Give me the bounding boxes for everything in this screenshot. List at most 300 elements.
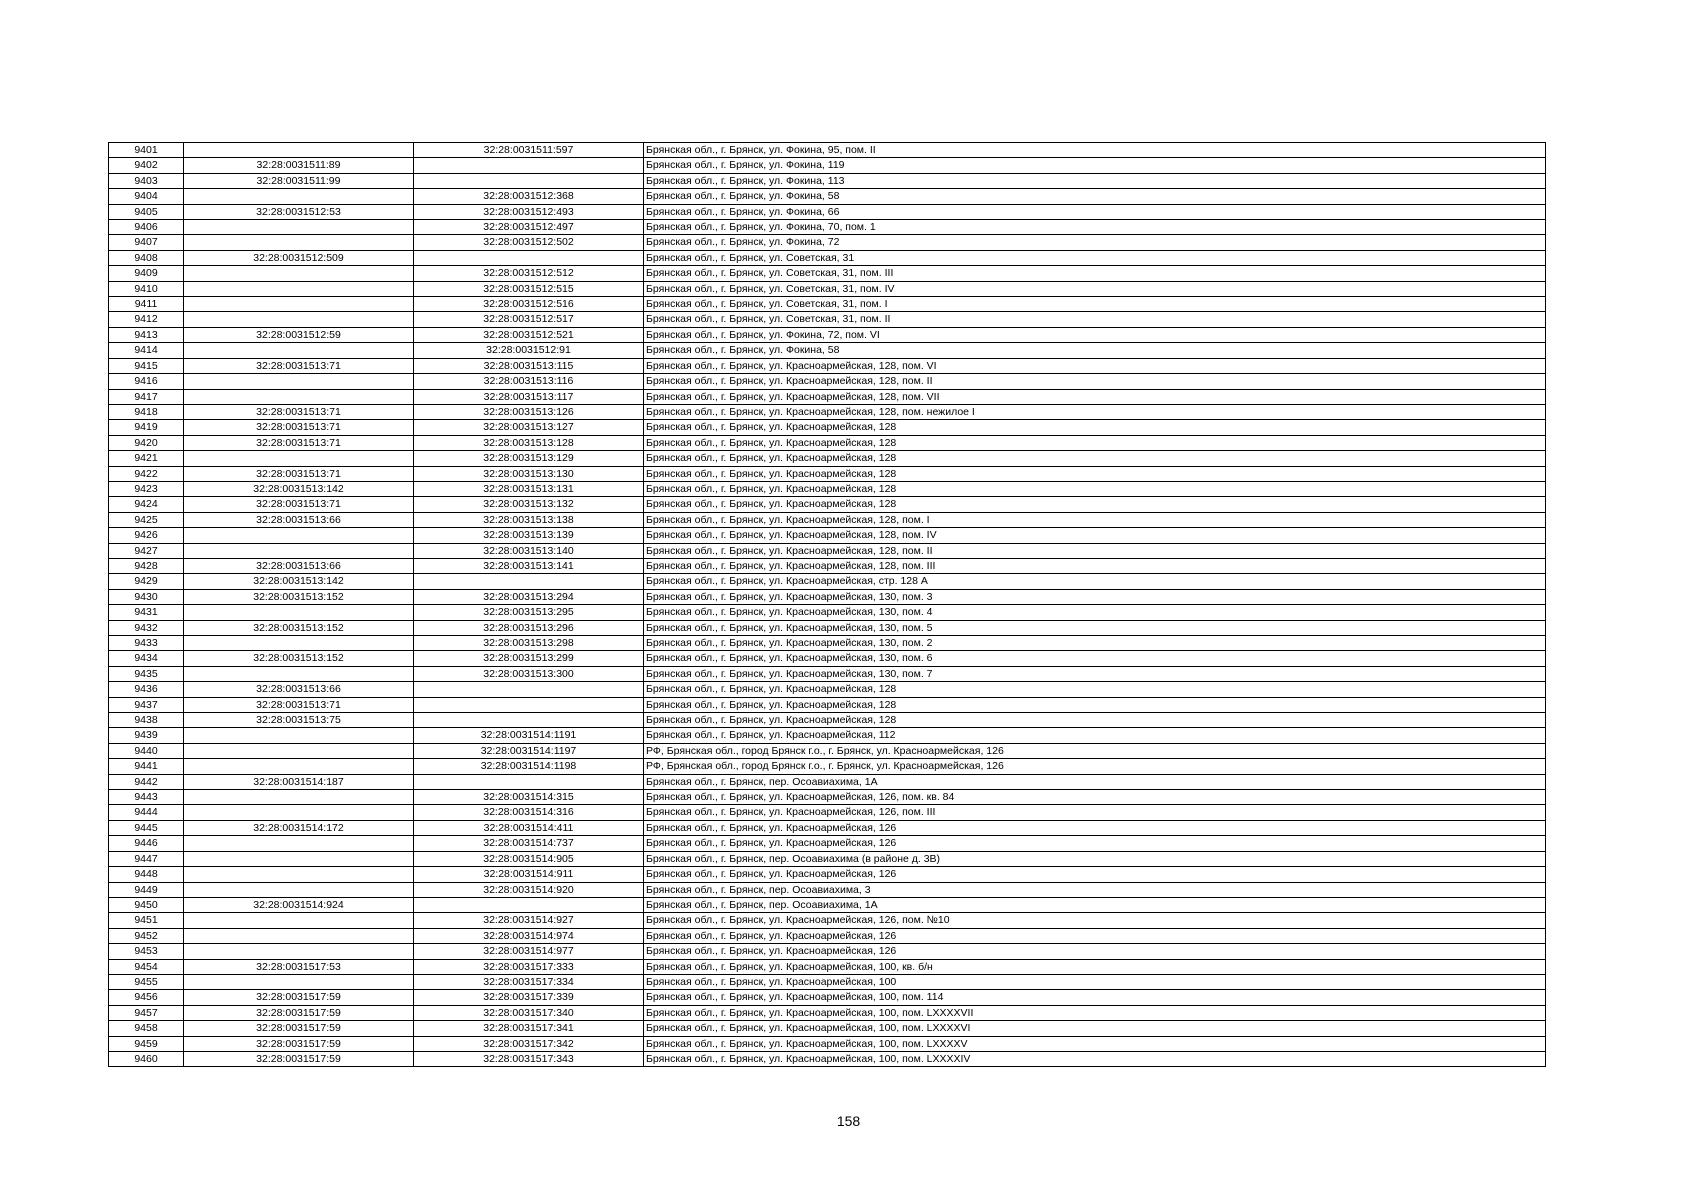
row-number-cell: 9428 bbox=[109, 558, 184, 573]
row-number-cell: 9416 bbox=[109, 374, 184, 389]
object-cadastral-number-cell: 32:28:0031517:333 bbox=[414, 959, 644, 974]
address-cell: Брянская обл., г. Брянск, ул. Красноармейская, 128, пом. II bbox=[644, 543, 1546, 558]
row-number-cell: 9405 bbox=[109, 204, 184, 219]
table-row bbox=[109, 1036, 1546, 1051]
object-cadastral-number-cell: 32:28:0031512:493 bbox=[414, 204, 644, 219]
object-cadastral-number-cell: 32:28:0031513:294 bbox=[414, 589, 644, 604]
table-row bbox=[109, 682, 1546, 697]
land-cadastral-number-cell: 32:28:0031517:59 bbox=[184, 990, 414, 1005]
table-row bbox=[109, 944, 1546, 959]
land-cadastral-number-cell: 32:28:0031513:152 bbox=[184, 589, 414, 604]
object-cadastral-number-cell: 32:28:0031512:512 bbox=[414, 266, 644, 281]
address-cell: Брянская обл., г. Брянск, ул. Красноармейская, 128, пом. III bbox=[644, 558, 1546, 573]
object-cadastral-number-cell: 32:28:0031514:905 bbox=[414, 851, 644, 866]
address-cell: Брянская обл., г. Брянск, ул. Красноармейская, 128 bbox=[644, 481, 1546, 496]
row-number-cell: 9410 bbox=[109, 281, 184, 296]
object-cadastral-number-cell: 32:28:0031514:1191 bbox=[414, 728, 644, 743]
row-number-cell: 9455 bbox=[109, 974, 184, 989]
row-number-cell: 9408 bbox=[109, 250, 184, 265]
address-cell: Брянская обл., г. Брянск, ул. Красноармейская, 100, пом. LXXXXVI bbox=[644, 1021, 1546, 1036]
object-cadastral-number-cell bbox=[414, 574, 644, 589]
land-cadastral-number-cell bbox=[184, 266, 414, 281]
address-cell: Брянская обл., г. Брянск, пер. Осоавиахима, 1А bbox=[644, 774, 1546, 789]
row-number-cell: 9419 bbox=[109, 420, 184, 435]
object-cadastral-number-cell: 32:28:0031511:597 bbox=[414, 143, 644, 158]
land-cadastral-number-cell: 32:28:0031517:59 bbox=[184, 1021, 414, 1036]
address-cell: Брянская обл., г. Брянск, ул. Красноармейская, 128, пом. II bbox=[644, 374, 1546, 389]
object-cadastral-number-cell bbox=[414, 173, 644, 188]
table-row bbox=[109, 543, 1546, 558]
land-cadastral-number-cell bbox=[184, 974, 414, 989]
object-cadastral-number-cell: 32:28:0031513:299 bbox=[414, 651, 644, 666]
land-cadastral-number-cell: 32:28:0031514:187 bbox=[184, 774, 414, 789]
address-cell: Брянская обл., г. Брянск, ул. Красноармейская, 128 bbox=[644, 682, 1546, 697]
land-cadastral-number-cell bbox=[184, 851, 414, 866]
row-number-cell: 9431 bbox=[109, 605, 184, 620]
land-cadastral-number-cell: 32:28:0031512:59 bbox=[184, 327, 414, 342]
row-number-cell: 9458 bbox=[109, 1021, 184, 1036]
table-row bbox=[109, 158, 1546, 173]
table-row bbox=[109, 928, 1546, 943]
table-row bbox=[109, 358, 1546, 373]
row-number-cell: 9429 bbox=[109, 574, 184, 589]
row-number-cell: 9420 bbox=[109, 435, 184, 450]
row-number-cell: 9407 bbox=[109, 235, 184, 250]
object-cadastral-number-cell: 32:28:0031514:1197 bbox=[414, 743, 644, 758]
row-number-cell: 9453 bbox=[109, 944, 184, 959]
table-row bbox=[109, 327, 1546, 342]
table-row bbox=[109, 297, 1546, 312]
table-row bbox=[109, 1051, 1546, 1066]
address-cell: Брянская обл., г. Брянск, ул. Фокина, 58 bbox=[644, 189, 1546, 204]
address-cell: Брянская обл., г. Брянск, ул. Фокина, 72, пом. VI bbox=[644, 327, 1546, 342]
row-number-cell: 9443 bbox=[109, 790, 184, 805]
row-number-cell: 9409 bbox=[109, 266, 184, 281]
object-cadastral-number-cell: 32:28:0031513:295 bbox=[414, 605, 644, 620]
land-cadastral-number-cell: 32:28:0031513:71 bbox=[184, 435, 414, 450]
address-cell: Брянская обл., г. Брянск, ул. Советская, 31, пом. IV bbox=[644, 281, 1546, 296]
address-cell: Брянская обл., г. Брянск, ул. Красноармейская, 128 bbox=[644, 420, 1546, 435]
address-cell: Брянская обл., г. Брянск, пер. Осоавиахима, 3 bbox=[644, 882, 1546, 897]
object-cadastral-number-cell: 32:28:0031514:315 bbox=[414, 790, 644, 805]
object-cadastral-number-cell: 32:28:0031513:128 bbox=[414, 435, 644, 450]
table-row bbox=[109, 728, 1546, 743]
address-cell: Брянская обл., г. Брянск, ул. Красноармейская, 100, пом. 114 bbox=[644, 990, 1546, 1005]
address-cell: Брянская обл., г. Брянск, ул. Красноармейская, 100, кв. б/н bbox=[644, 959, 1546, 974]
table-row bbox=[109, 836, 1546, 851]
land-cadastral-number-cell: 32:28:0031513:142 bbox=[184, 481, 414, 496]
land-cadastral-number-cell: 32:28:0031512:509 bbox=[184, 250, 414, 265]
land-cadastral-number-cell bbox=[184, 790, 414, 805]
row-number-cell: 9456 bbox=[109, 990, 184, 1005]
table-row bbox=[109, 651, 1546, 666]
land-cadastral-number-cell bbox=[184, 389, 414, 404]
table-row bbox=[109, 1021, 1546, 1036]
address-cell: Брянская обл., г. Брянск, ул. Красноармейская, 128, пом. VII bbox=[644, 389, 1546, 404]
address-cell: Брянская обл., г. Брянск, ул. Фокина, 66 bbox=[644, 204, 1546, 219]
land-cadastral-number-cell: 32:28:0031513:75 bbox=[184, 713, 414, 728]
table-row bbox=[109, 266, 1546, 281]
row-number-cell: 9446 bbox=[109, 836, 184, 851]
object-cadastral-number-cell: 32:28:0031514:1198 bbox=[414, 759, 644, 774]
row-number-cell: 9450 bbox=[109, 897, 184, 912]
address-cell: Брянская обл., г. Брянск, ул. Фокина, 72 bbox=[644, 235, 1546, 250]
address-cell: РФ, Брянская обл., город Брянск г.о., г. Брянск, ул. Красноармейская, 126 bbox=[644, 759, 1546, 774]
table-row bbox=[109, 820, 1546, 835]
row-number-cell: 9427 bbox=[109, 543, 184, 558]
object-cadastral-number-cell: 32:28:0031517:341 bbox=[414, 1021, 644, 1036]
land-cadastral-number-cell: 32:28:0031513:71 bbox=[184, 697, 414, 712]
land-cadastral-number-cell: 32:28:0031514:172 bbox=[184, 820, 414, 835]
table-row bbox=[109, 605, 1546, 620]
address-cell: Брянская обл., г. Брянск, ул. Красноармейская, 130, пом. 2 bbox=[644, 636, 1546, 651]
address-cell: Брянская обл., г. Брянск, ул. Фокина, 119 bbox=[644, 158, 1546, 173]
address-cell: Брянская обл., г. Брянск, ул. Советская, 31 bbox=[644, 250, 1546, 265]
row-number-cell: 9434 bbox=[109, 651, 184, 666]
land-cadastral-number-cell bbox=[184, 235, 414, 250]
row-number-cell: 9415 bbox=[109, 358, 184, 373]
row-number-cell: 9404 bbox=[109, 189, 184, 204]
object-cadastral-number-cell: 32:28:0031512:502 bbox=[414, 235, 644, 250]
row-number-cell: 9460 bbox=[109, 1051, 184, 1066]
object-cadastral-number-cell: 32:28:0031514:974 bbox=[414, 928, 644, 943]
land-cadastral-number-cell bbox=[184, 312, 414, 327]
address-cell: Брянская обл., г. Брянск, ул. Фокина, 95, пом. II bbox=[644, 143, 1546, 158]
row-number-cell: 9426 bbox=[109, 528, 184, 543]
land-cadastral-number-cell bbox=[184, 343, 414, 358]
table-row bbox=[109, 574, 1546, 589]
land-cadastral-number-cell: 32:28:0031517:59 bbox=[184, 1036, 414, 1051]
land-cadastral-number-cell bbox=[184, 281, 414, 296]
row-number-cell: 9445 bbox=[109, 820, 184, 835]
object-cadastral-number-cell: 32:28:0031514:927 bbox=[414, 913, 644, 928]
object-cadastral-number-cell: 32:28:0031512:517 bbox=[414, 312, 644, 327]
address-cell: Брянская обл., г. Брянск, ул. Красноармейская, 128, пом. VI bbox=[644, 358, 1546, 373]
address-cell: Брянская обл., г. Брянск, ул. Красноармейская, 128 bbox=[644, 466, 1546, 481]
land-cadastral-number-cell: 32:28:0031513:71 bbox=[184, 466, 414, 481]
address-cell: РФ, Брянская обл., город Брянск г.о., г. Брянск, ул. Красноармейская, 126 bbox=[644, 743, 1546, 758]
row-number-cell: 9425 bbox=[109, 512, 184, 527]
row-number-cell: 9451 bbox=[109, 913, 184, 928]
row-number-cell: 9440 bbox=[109, 743, 184, 758]
object-cadastral-number-cell: 32:28:0031513:127 bbox=[414, 420, 644, 435]
row-number-cell: 9423 bbox=[109, 481, 184, 496]
address-cell: Брянская обл., г. Брянск, ул. Красноармейская, 128, пом. нежилое I bbox=[644, 404, 1546, 419]
land-cadastral-number-cell bbox=[184, 728, 414, 743]
table-row bbox=[109, 913, 1546, 928]
table-row bbox=[109, 512, 1546, 527]
row-number-cell: 9459 bbox=[109, 1036, 184, 1051]
row-number-cell: 9412 bbox=[109, 312, 184, 327]
address-cell: Брянская обл., г. Брянск, ул. Советская, 31, пом. III bbox=[644, 266, 1546, 281]
address-cell: Брянская обл., г. Брянск, ул. Красноармейская, 130, пом. 4 bbox=[644, 605, 1546, 620]
object-cadastral-number-cell: 32:28:0031513:115 bbox=[414, 358, 644, 373]
table-row bbox=[109, 805, 1546, 820]
data-table bbox=[108, 142, 1546, 1067]
table-row bbox=[109, 990, 1546, 1005]
table-row bbox=[109, 435, 1546, 450]
object-cadastral-number-cell bbox=[414, 774, 644, 789]
row-number-cell: 9439 bbox=[109, 728, 184, 743]
land-cadastral-number-cell bbox=[184, 882, 414, 897]
land-cadastral-number-cell: 32:28:0031517:53 bbox=[184, 959, 414, 974]
table-row bbox=[109, 743, 1546, 758]
row-number-cell: 9432 bbox=[109, 620, 184, 635]
object-cadastral-number-cell: 32:28:0031513:139 bbox=[414, 528, 644, 543]
table-body bbox=[109, 143, 1546, 1067]
table-row bbox=[109, 451, 1546, 466]
land-cadastral-number-cell bbox=[184, 666, 414, 681]
land-cadastral-number-cell: 32:28:0031513:66 bbox=[184, 682, 414, 697]
table-row bbox=[109, 389, 1546, 404]
land-cadastral-number-cell bbox=[184, 297, 414, 312]
address-cell: Брянская обл., г. Брянск, ул. Красноармейская, 126, пом. №10 bbox=[644, 913, 1546, 928]
object-cadastral-number-cell: 32:28:0031517:334 bbox=[414, 974, 644, 989]
address-cell: Брянская обл., г. Брянск, ул. Советская, 31, пом. II bbox=[644, 312, 1546, 327]
row-number-cell: 9418 bbox=[109, 404, 184, 419]
land-cadastral-number-cell bbox=[184, 189, 414, 204]
table-row bbox=[109, 497, 1546, 512]
object-cadastral-number-cell: 32:28:0031514:411 bbox=[414, 820, 644, 835]
address-cell: Брянская обл., г. Брянск, ул. Красноармейская, 128, пом. I bbox=[644, 512, 1546, 527]
table-row bbox=[109, 281, 1546, 296]
land-cadastral-number-cell bbox=[184, 805, 414, 820]
row-number-cell: 9411 bbox=[109, 297, 184, 312]
land-cadastral-number-cell: 32:28:0031513:66 bbox=[184, 512, 414, 527]
object-cadastral-number-cell: 32:28:0031517:343 bbox=[414, 1051, 644, 1066]
address-cell: Брянская обл., г. Брянск, ул. Красноармейская, 100, пом. LXXXXV bbox=[644, 1036, 1546, 1051]
land-cadastral-number-cell bbox=[184, 220, 414, 235]
object-cadastral-number-cell bbox=[414, 697, 644, 712]
land-cadastral-number-cell: 32:28:0031512:53 bbox=[184, 204, 414, 219]
row-number-cell: 9433 bbox=[109, 636, 184, 651]
table-row bbox=[109, 343, 1546, 358]
address-cell: Брянская обл., г. Брянск, ул. Советская, 31, пом. I bbox=[644, 297, 1546, 312]
object-cadastral-number-cell: 32:28:0031513:130 bbox=[414, 466, 644, 481]
table-row bbox=[109, 374, 1546, 389]
row-number-cell: 9402 bbox=[109, 158, 184, 173]
object-cadastral-number-cell: 32:28:0031514:316 bbox=[414, 805, 644, 820]
table-row bbox=[109, 466, 1546, 481]
object-cadastral-number-cell: 32:28:0031517:342 bbox=[414, 1036, 644, 1051]
address-cell: Брянская обл., г. Брянск, ул. Красноармейская, 128 bbox=[644, 435, 1546, 450]
row-number-cell: 9401 bbox=[109, 143, 184, 158]
address-cell: Брянская обл., г. Брянск, пер. Осоавиахима, 1А bbox=[644, 897, 1546, 912]
land-cadastral-number-cell: 32:28:0031511:89 bbox=[184, 158, 414, 173]
object-cadastral-number-cell bbox=[414, 713, 644, 728]
table-row bbox=[109, 404, 1546, 419]
row-number-cell: 9424 bbox=[109, 497, 184, 512]
address-cell: Брянская обл., г. Брянск, ул. Красноармейская, 130, пом. 6 bbox=[644, 651, 1546, 666]
object-cadastral-number-cell: 32:28:0031512:368 bbox=[414, 189, 644, 204]
row-number-cell: 9442 bbox=[109, 774, 184, 789]
address-cell: Брянская обл., г. Брянск, ул. Красноармейская, 126, пом. III bbox=[644, 805, 1546, 820]
table-row bbox=[109, 959, 1546, 974]
object-cadastral-number-cell: 32:28:0031513:138 bbox=[414, 512, 644, 527]
table-row bbox=[109, 173, 1546, 188]
land-cadastral-number-cell bbox=[184, 944, 414, 959]
address-cell: Брянская обл., г. Брянск, ул. Красноармейская, 112 bbox=[644, 728, 1546, 743]
address-cell: Брянская обл., г. Брянск, ул. Красноармейская, 126 bbox=[644, 867, 1546, 882]
address-cell: Брянская обл., г. Брянск, ул. Фокина, 113 bbox=[644, 173, 1546, 188]
land-cadastral-number-cell bbox=[184, 759, 414, 774]
address-cell: Брянская обл., г. Брянск, ул. Красноармейская, 128 bbox=[644, 697, 1546, 712]
object-cadastral-number-cell: 32:28:0031513:132 bbox=[414, 497, 644, 512]
table-row bbox=[109, 189, 1546, 204]
table-row bbox=[109, 697, 1546, 712]
table-row bbox=[109, 974, 1546, 989]
address-cell: Брянская обл., г. Брянск, ул. Красноармейская, 128 bbox=[644, 451, 1546, 466]
object-cadastral-number-cell: 32:28:0031513:298 bbox=[414, 636, 644, 651]
row-number-cell: 9422 bbox=[109, 466, 184, 481]
land-cadastral-number-cell: 32:28:0031517:59 bbox=[184, 1005, 414, 1020]
address-cell: Брянская обл., г. Брянск, ул. Красноармейская, 130, пом. 7 bbox=[644, 666, 1546, 681]
row-number-cell: 9447 bbox=[109, 851, 184, 866]
land-cadastral-number-cell bbox=[184, 451, 414, 466]
land-cadastral-number-cell: 32:28:0031513:142 bbox=[184, 574, 414, 589]
land-cadastral-number-cell bbox=[184, 913, 414, 928]
row-number-cell: 9406 bbox=[109, 220, 184, 235]
table-row bbox=[109, 790, 1546, 805]
object-cadastral-number-cell bbox=[414, 897, 644, 912]
land-cadastral-number-cell: 32:28:0031517:59 bbox=[184, 1051, 414, 1066]
table-row bbox=[109, 636, 1546, 651]
table-row bbox=[109, 481, 1546, 496]
address-cell: Брянская обл., г. Брянск, ул. Красноармейская, 126 bbox=[644, 928, 1546, 943]
table-row bbox=[109, 528, 1546, 543]
land-cadastral-number-cell: 32:28:0031514:924 bbox=[184, 897, 414, 912]
table-row bbox=[109, 420, 1546, 435]
address-cell: Брянская обл., г. Брянск, ул. Красноармейская, 126, пом. кв. 84 bbox=[644, 790, 1546, 805]
table-row bbox=[109, 589, 1546, 604]
row-number-cell: 9454 bbox=[109, 959, 184, 974]
row-number-cell: 9441 bbox=[109, 759, 184, 774]
object-cadastral-number-cell: 32:28:0031513:300 bbox=[414, 666, 644, 681]
object-cadastral-number-cell: 32:28:0031513:116 bbox=[414, 374, 644, 389]
address-cell: Брянская обл., г. Брянск, ул. Красноармейская, 128, пом. IV bbox=[644, 528, 1546, 543]
row-number-cell: 9421 bbox=[109, 451, 184, 466]
address-cell: Брянская обл., г. Брянск, ул. Красноармейская, 100, пом. LXXXXIV bbox=[644, 1051, 1546, 1066]
land-cadastral-number-cell: 32:28:0031513:71 bbox=[184, 358, 414, 373]
table-row bbox=[109, 774, 1546, 789]
address-cell: Брянская обл., г. Брянск, ул. Красноармейская, 130, пом. 3 bbox=[644, 589, 1546, 604]
row-number-cell: 9403 bbox=[109, 173, 184, 188]
land-cadastral-number-cell bbox=[184, 605, 414, 620]
table-row bbox=[109, 250, 1546, 265]
object-cadastral-number-cell: 32:28:0031517:339 bbox=[414, 990, 644, 1005]
land-cadastral-number-cell bbox=[184, 836, 414, 851]
table-row bbox=[109, 143, 1546, 158]
object-cadastral-number-cell: 32:28:0031512:515 bbox=[414, 281, 644, 296]
address-cell: Брянская обл., г. Брянск, ул. Фокина, 70, пом. 1 bbox=[644, 220, 1546, 235]
table-row bbox=[109, 666, 1546, 681]
row-number-cell: 9435 bbox=[109, 666, 184, 681]
row-number-cell: 9457 bbox=[109, 1005, 184, 1020]
row-number-cell: 9444 bbox=[109, 805, 184, 820]
land-cadastral-number-cell bbox=[184, 528, 414, 543]
land-cadastral-number-cell bbox=[184, 867, 414, 882]
address-cell: Брянская обл., г. Брянск, ул. Красноармейская, 128 bbox=[644, 713, 1546, 728]
object-cadastral-number-cell: 32:28:0031514:977 bbox=[414, 944, 644, 959]
row-number-cell: 9417 bbox=[109, 389, 184, 404]
table-row bbox=[109, 1005, 1546, 1020]
object-cadastral-number-cell: 32:28:0031514:920 bbox=[414, 882, 644, 897]
object-cadastral-number-cell: 32:28:0031512:497 bbox=[414, 220, 644, 235]
object-cadastral-number-cell bbox=[414, 682, 644, 697]
object-cadastral-number-cell: 32:28:0031517:340 bbox=[414, 1005, 644, 1020]
table-row bbox=[109, 851, 1546, 866]
address-cell: Брянская обл., г. Брянск, ул. Красноармейская, 130, пом. 5 bbox=[644, 620, 1546, 635]
address-cell: Брянская обл., г. Брянск, пер. Осоавиахима (в районе д. 3В) bbox=[644, 851, 1546, 866]
table-row bbox=[109, 558, 1546, 573]
object-cadastral-number-cell: 32:28:0031512:516 bbox=[414, 297, 644, 312]
object-cadastral-number-cell: 32:28:0031513:117 bbox=[414, 389, 644, 404]
table-row bbox=[109, 312, 1546, 327]
land-cadastral-number-cell: 32:28:0031511:99 bbox=[184, 173, 414, 188]
object-cadastral-number-cell: 32:28:0031512:91 bbox=[414, 343, 644, 358]
address-cell: Брянская обл., г. Брянск, ул. Красноармейская, 126 bbox=[644, 836, 1546, 851]
object-cadastral-number-cell: 32:28:0031514:737 bbox=[414, 836, 644, 851]
object-cadastral-number-cell: 32:28:0031513:131 bbox=[414, 481, 644, 496]
row-number-cell: 9437 bbox=[109, 697, 184, 712]
object-cadastral-number-cell bbox=[414, 158, 644, 173]
row-number-cell: 9448 bbox=[109, 867, 184, 882]
land-cadastral-number-cell: 32:28:0031513:66 bbox=[184, 558, 414, 573]
address-cell: Брянская обл., г. Брянск, ул. Красноармейская, 100 bbox=[644, 974, 1546, 989]
address-cell: Брянская обл., г. Брянск, ул. Фокина, 58 bbox=[644, 343, 1546, 358]
address-cell: Брянская обл., г. Брянск, ул. Красноармейская, стр. 128 А bbox=[644, 574, 1546, 589]
land-cadastral-number-cell bbox=[184, 743, 414, 758]
address-cell: Брянская обл., г. Брянск, ул. Красноармейская, 126 bbox=[644, 944, 1546, 959]
table-row bbox=[109, 759, 1546, 774]
table-row bbox=[109, 235, 1546, 250]
land-cadastral-number-cell bbox=[184, 143, 414, 158]
table-row bbox=[109, 713, 1546, 728]
table-row bbox=[109, 867, 1546, 882]
address-cell: Брянская обл., г. Брянск, ул. Красноармейская, 126 bbox=[644, 820, 1546, 835]
row-number-cell: 9413 bbox=[109, 327, 184, 342]
land-cadastral-number-cell: 32:28:0031513:152 bbox=[184, 620, 414, 635]
table-row bbox=[109, 882, 1546, 897]
land-cadastral-number-cell bbox=[184, 928, 414, 943]
row-number-cell: 9452 bbox=[109, 928, 184, 943]
row-number-cell: 9414 bbox=[109, 343, 184, 358]
table-row bbox=[109, 220, 1546, 235]
object-cadastral-number-cell: 32:28:0031513:296 bbox=[414, 620, 644, 635]
row-number-cell: 9430 bbox=[109, 589, 184, 604]
land-cadastral-number-cell: 32:28:0031513:71 bbox=[184, 497, 414, 512]
land-cadastral-number-cell bbox=[184, 374, 414, 389]
object-cadastral-number-cell bbox=[414, 250, 644, 265]
land-cadastral-number-cell bbox=[184, 543, 414, 558]
object-cadastral-number-cell: 32:28:0031514:911 bbox=[414, 867, 644, 882]
row-number-cell: 9438 bbox=[109, 713, 184, 728]
object-cadastral-number-cell: 32:28:0031513:140 bbox=[414, 543, 644, 558]
address-cell: Брянская обл., г. Брянск, ул. Красноармейская, 128 bbox=[644, 497, 1546, 512]
land-cadastral-number-cell: 32:28:0031513:152 bbox=[184, 651, 414, 666]
table-row bbox=[109, 897, 1546, 912]
object-cadastral-number-cell: 32:28:0031513:129 bbox=[414, 451, 644, 466]
land-cadastral-number-cell: 32:28:0031513:71 bbox=[184, 404, 414, 419]
table-row bbox=[109, 620, 1546, 635]
address-cell: Брянская обл., г. Брянск, ул. Красноармейская, 100, пом. LXXXXVII bbox=[644, 1005, 1546, 1020]
row-number-cell: 9449 bbox=[109, 882, 184, 897]
object-cadastral-number-cell: 32:28:0031513:126 bbox=[414, 404, 644, 419]
object-cadastral-number-cell: 32:28:0031513:141 bbox=[414, 558, 644, 573]
land-cadastral-number-cell: 32:28:0031513:71 bbox=[184, 420, 414, 435]
object-cadastral-number-cell: 32:28:0031512:521 bbox=[414, 327, 644, 342]
table-row bbox=[109, 204, 1546, 219]
